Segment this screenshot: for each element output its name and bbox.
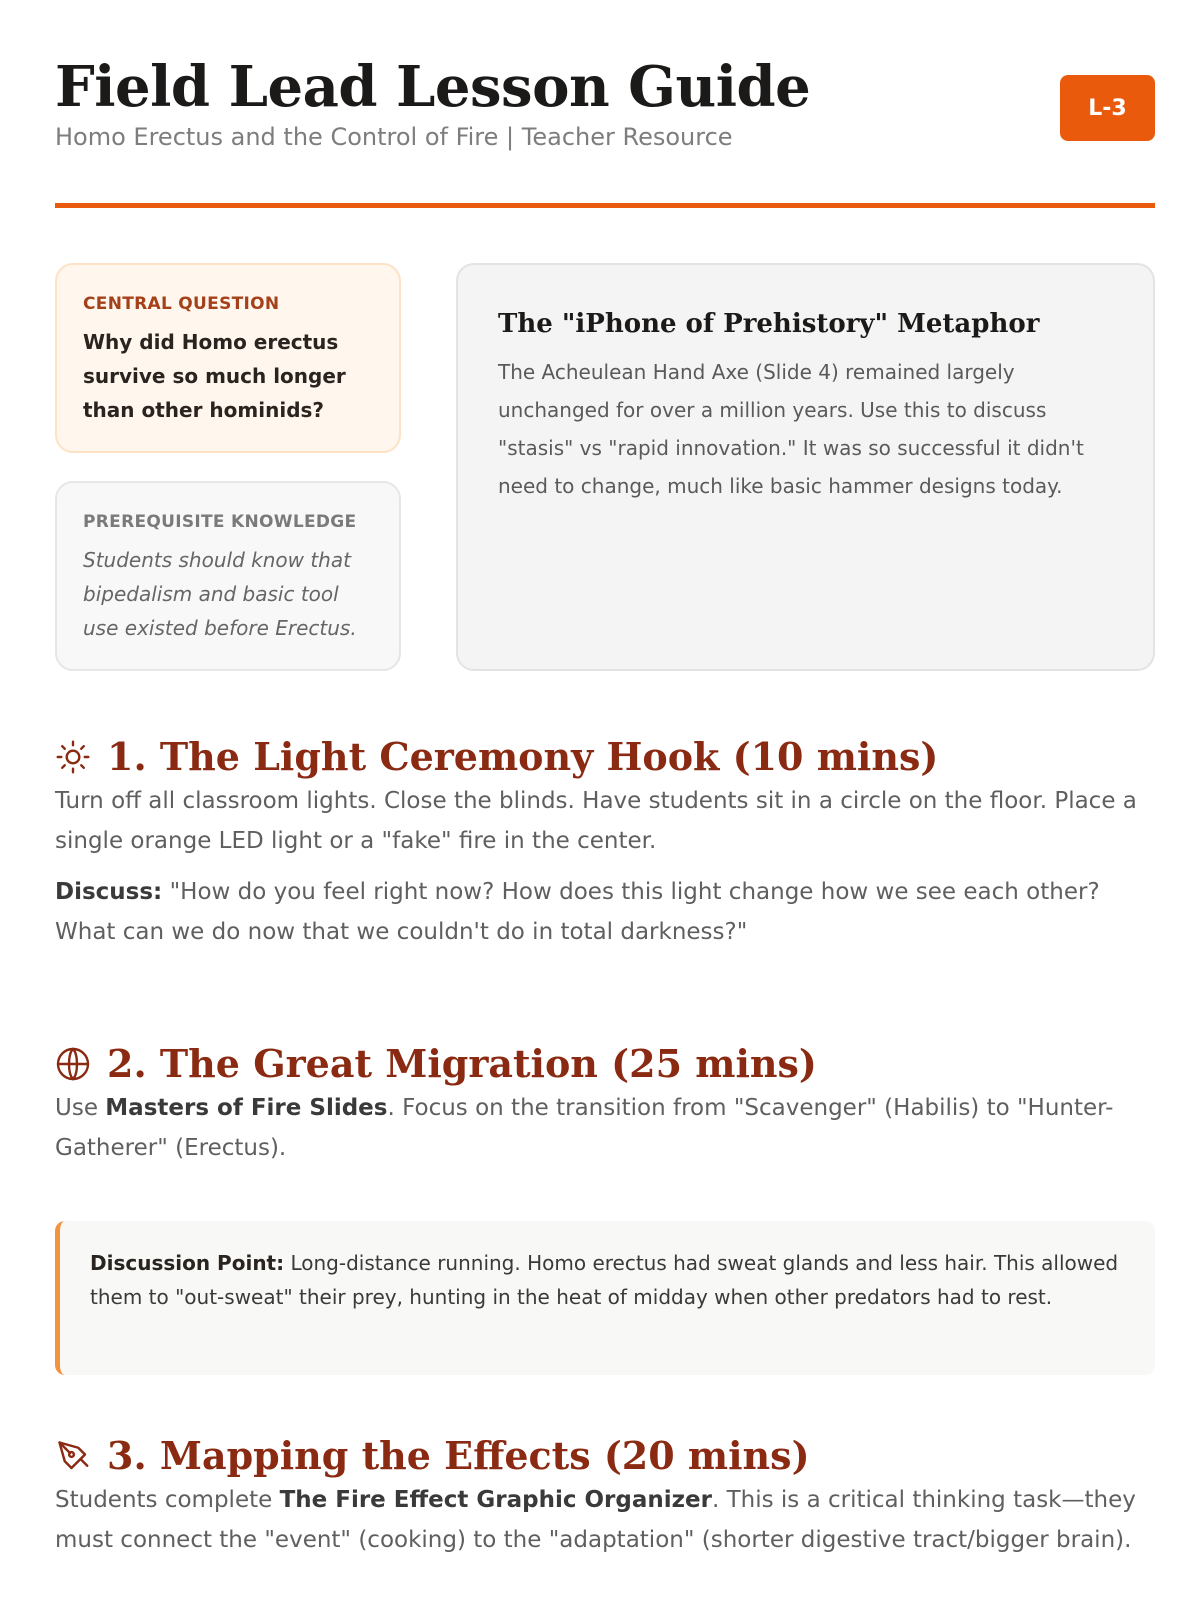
page-title: Field Lead Lesson Guide [55, 54, 811, 120]
section-1-paragraph: Turn off all classroom lights. Close the blinds. Have students sit in a circle on the floor. Place a single orange LED light or a "fake" fire in the center. [55, 788, 1137, 854]
globe-icon [55, 1046, 91, 1082]
discussion-point-callout [55, 1221, 1155, 1375]
discussion-point-label: Discussion Point: [90, 1251, 285, 1275]
prerequisite-label: PREREQUISITE KNOWLEDGE [83, 512, 357, 532]
section-heading-light-ceremony [55, 733, 938, 781]
section-3-text-post: . This is a critical thinking task—they must connect the "event" (cooking) to the "adaptation" (shorter digestive tract/bigger brain). [55, 1487, 1136, 1553]
prerequisite-text: Students should know that bipedalism and basic tool use existed before Erectus. [83, 548, 357, 640]
header [55, 55, 1155, 153]
discuss-label: Discuss: [55, 879, 163, 905]
header-divider [55, 203, 1155, 208]
section-2-text-post: . Focus on the transition from "Scavenger" (Habilis) to "Hunter-Gatherer" (Erectus). [55, 1095, 1114, 1161]
page-subtitle: Homo Erectus and the Control of Fire | Teacher Resource [55, 123, 733, 151]
graphic-organizer-name: The Fire Effect Graphic Organizer [279, 1487, 712, 1513]
central-question-text: Why did Homo erectus survive so much longer than other hominids? [83, 330, 346, 422]
section-3-text-pre: Students complete [55, 1487, 280, 1513]
central-question-card [55, 263, 401, 453]
section-2-paragraph [55, 1088, 1165, 1168]
metaphor-card [456, 263, 1155, 671]
lesson-badge: L-3 [1060, 75, 1155, 141]
discussion-point-text: Long-distance running. Homo erectus had sweat glands and less hair. This allowed them to "out-sweat" their prey, hunting in the heat of midday when other predators had to rest. [90, 1251, 1119, 1309]
section-heading-text: 2. The Great Migration (25 mins) [107, 1041, 817, 1086]
section-2-text-pre: Use [55, 1095, 106, 1121]
slides-resource-name: Masters of Fire Slides [105, 1095, 388, 1121]
section-1-discuss-paragraph [55, 872, 1165, 952]
prerequisite-knowledge-card [55, 481, 401, 671]
section-heading-text: 1. The Light Ceremony Hook (10 mins) [107, 734, 939, 779]
discuss-text: "How do you feel right now? How does this light change how we see each other? What can we do now that we couldn't do in total darkness?" [55, 879, 1100, 945]
section-heading-mapping-effects [55, 1432, 810, 1480]
pen-tool-icon [55, 1438, 91, 1474]
section-heading-great-migration [55, 1040, 817, 1088]
metaphor-text: The Acheulean Hand Axe (Slide 4) remained largely unchanged for over a million years. Use this to discuss "stasis" vs "rapid innovation." It was so successful it didn't need to change, much like basic hammer designs today. [498, 360, 1084, 498]
metaphor-title: The "iPhone of Prehistory" Metaphor [498, 309, 1040, 339]
sun-icon [55, 739, 91, 775]
section-heading-text: 3. Mapping the Effects (20 mins) [107, 1433, 810, 1478]
central-question-label: CENTRAL QUESTION [83, 294, 280, 314]
section-3-paragraph [55, 1480, 1165, 1560]
